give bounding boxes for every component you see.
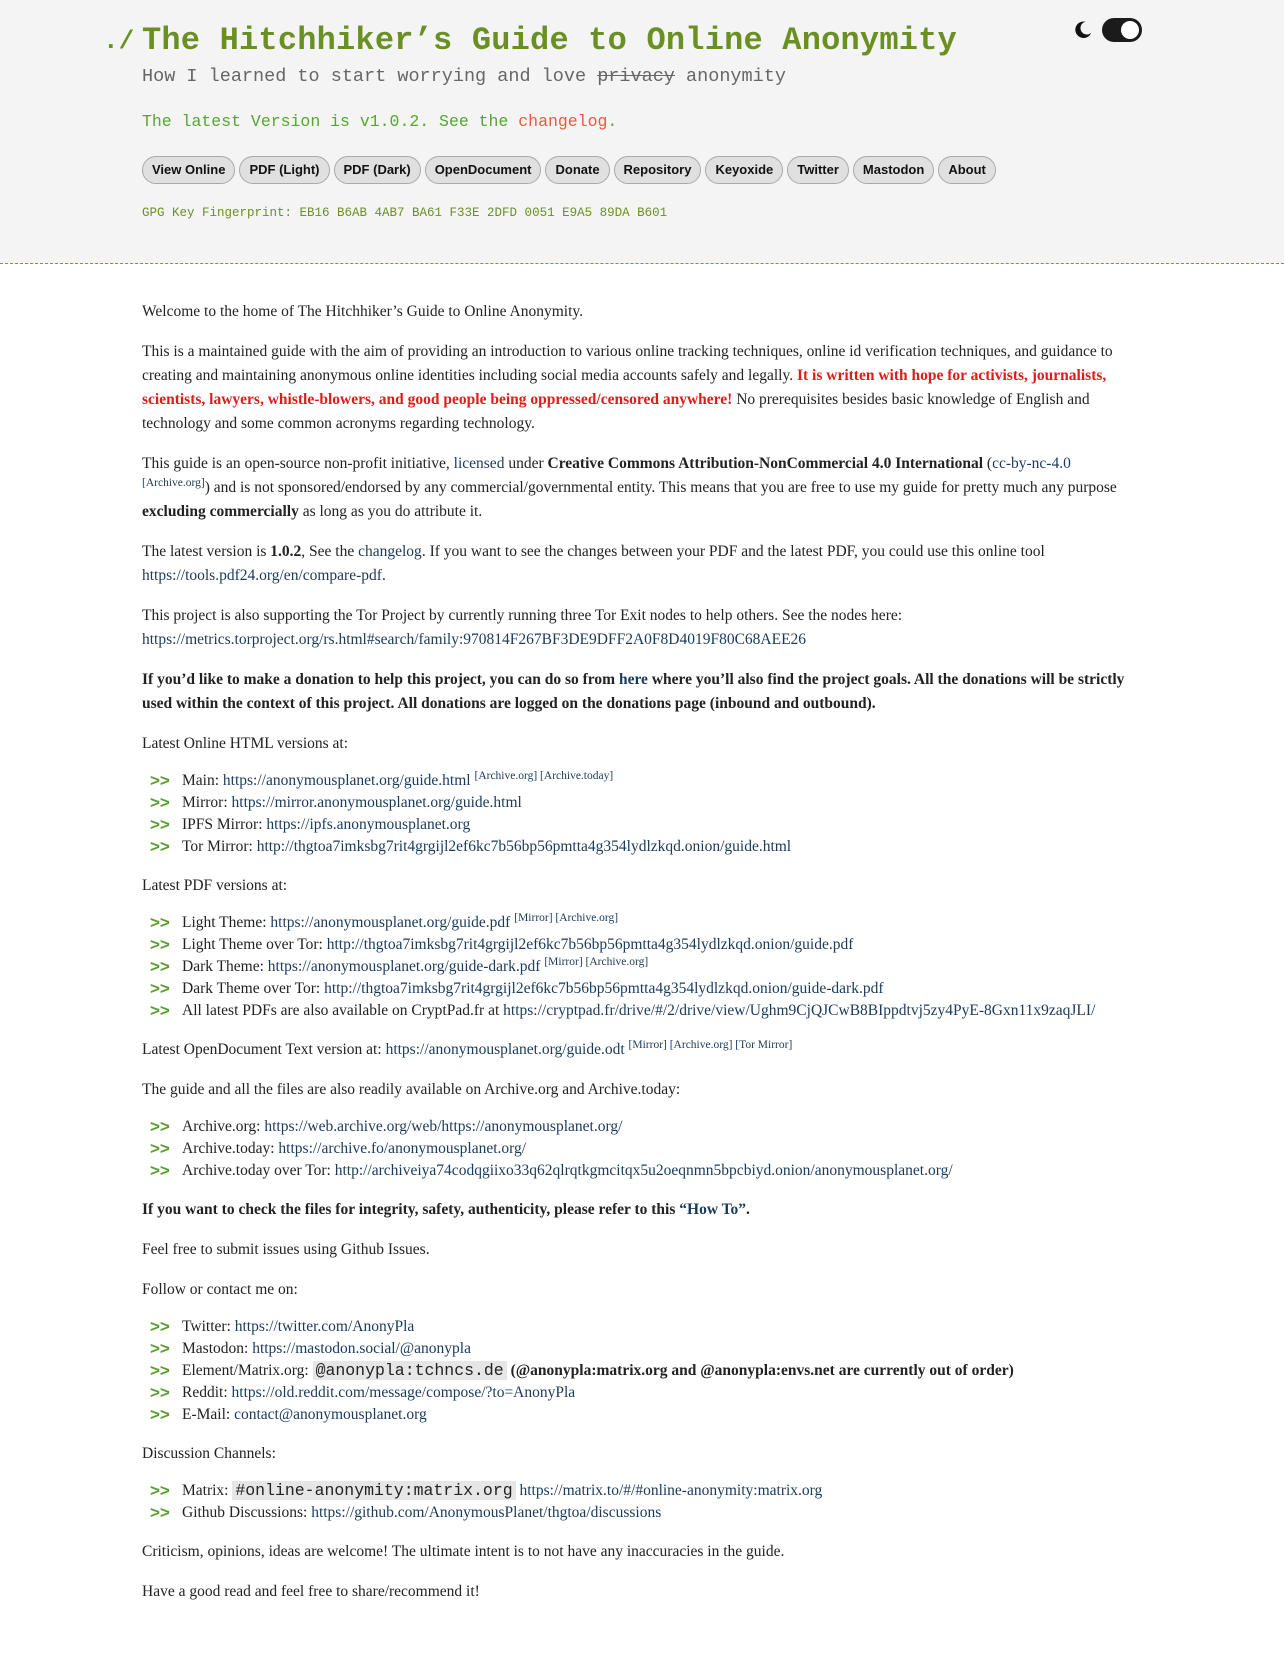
list-item: >> Mastodon: https://mastodon.social/@anonypla	[150, 1339, 471, 1358]
dark-pdf-tor-link[interactable]: http://thgtoa7imksbg7rit4grgijl2ef6kc7b56bp56pmtta4g354lydlzkqd.onion/guide-dark.pdf	[324, 980, 884, 997]
switch-knob	[1121, 21, 1139, 39]
archive-today-tor-link[interactable]: http://archiveiya74codqgiixo33q62qlrqtkgmcitqx5u2oeqnmn5bpcbiyd.onion/anonymousplanet.org/	[334, 1162, 953, 1179]
archive-links[interactable]: [Mirror] [Archive.org]	[544, 955, 649, 968]
list-item: >> Light Theme: https://anonymousplanet.org/guide.pdf [Mirror] [Archive.org]	[150, 911, 619, 932]
site-logo[interactable]: ./	[103, 26, 135, 56]
arrow-icon: >>	[150, 1339, 170, 1358]
tor-mirror-link[interactable]: http://thgtoa7imksbg7rit4grgijl2ef6kc7b56bp56pmtta4g354lydlzkqd.onion/guide.html	[256, 838, 792, 855]
site-subtitle: How I learned to start worrying and love privacy anonymity	[142, 66, 786, 87]
version-paragraph: The latest version is 1.0.2, See the changelog. If you want to see the changes between your PDF and the latest PDF, you could use this online tool https://tools.pdf24.org/en/compare-pdf.	[142, 543, 1045, 584]
list-item: >> Element/Matrix.org: @anonypla:tchncs.de (@anonypla:matrix.org and @anonypla:envs.net are currently out of order)	[150, 1361, 1014, 1380]
nav-buttons	[142, 156, 996, 184]
list-item: >> Archive.org: https://web.archive.org/web/https://anonymousplanet.org/	[150, 1117, 623, 1136]
archive-links[interactable]: [Mirror] [Archive.org] [Tor Mirror]	[628, 1038, 793, 1051]
site-header	[0, 0, 1284, 264]
light-pdf-tor-link[interactable]: http://thgtoa7imksbg7rit4grgijl2ef6kc7b56bp56pmtta4g354lydlzkqd.onion/guide.pdf	[326, 936, 854, 953]
element-handle: @anonypla:tchncs.de	[313, 1361, 507, 1380]
criticism-text: Criticism, opinions, ideas are welcome! The ultimate intent is to not have any inaccuracies in the guide.	[142, 1543, 785, 1560]
how-to-link[interactable]: “How To”	[679, 1201, 747, 1218]
donate-here-link[interactable]: here	[618, 671, 648, 688]
arrow-icon: >>	[150, 1139, 170, 1158]
archive-org-link[interactable]: https://web.archive.org/web/https://anonymousplanet.org/	[264, 1118, 623, 1135]
list-item: >> Mirror: https://mirror.anonymousplanet.org/guide.html	[150, 793, 522, 812]
list-item: >> Dark Theme: https://anonymousplanet.org/guide-dark.pdf [Mirror] [Archive.org]	[150, 955, 649, 976]
discussion-heading: Discussion Channels:	[142, 1445, 276, 1462]
arrow-icon: >>	[150, 1383, 170, 1402]
archive-links[interactable]: [Archive.org] [Archive.today]	[474, 769, 614, 782]
changelog-link[interactable]: changelog	[518, 112, 608, 131]
donation-paragraph: If you’d like to make a donation to help this project, you can do so from here where you’ll also find the project goals. All the donations will be strictly used within the context of this project. All donations are logged on the donations page (inbound and outbound).	[142, 671, 1125, 712]
arrow-icon: >>	[150, 1503, 170, 1522]
welcome-text: Welcome to the home of The Hitchhiker’s Guide to Online Anonymity.	[142, 303, 583, 320]
arrow-icon: >>	[150, 935, 170, 954]
opendocument-button[interactable]: OpenDocument	[425, 156, 542, 184]
arrow-icon: >>	[150, 1161, 170, 1180]
email-link[interactable]: contact@anonymousplanet.org	[234, 1406, 427, 1423]
list-item: >> Archive.today: https://archive.fo/anonymousplanet.org/	[150, 1139, 527, 1158]
list-item: >> Matrix: #online-anonymity:matrix.org https://matrix.to/#/#online-anonymity:matrix.org	[150, 1481, 823, 1500]
licensed-link[interactable]: licensed	[453, 455, 505, 472]
site-title[interactable]: The Hitchhiker’s Guide to Online Anonymity	[142, 22, 957, 59]
pdf-dark-button[interactable]: PDF (Dark)	[334, 156, 421, 184]
pdf-versions-list	[142, 912, 1142, 1022]
arrow-icon: >>	[150, 1117, 170, 1136]
arrow-icon: >>	[150, 913, 170, 932]
cryptpad-link[interactable]: https://cryptpad.fr/drive/#/2/drive/view/Ughm9CjQJCwB8BIppdtvj5zy4PyE-8Gxn11x9zaqJLI/	[503, 1002, 1096, 1019]
archive-heading: The guide and all the files are also readily available on Archive.org and Archive.today:	[142, 1081, 681, 1098]
archive-list	[142, 1116, 1142, 1182]
mastodon-link[interactable]: https://mastodon.social/@anonypla	[252, 1340, 471, 1357]
about-button[interactable]: About	[938, 156, 996, 184]
github-discussions-link[interactable]: https://github.com/AnonymousPlanet/thgtoa/discussions	[311, 1504, 662, 1521]
list-item: >> Archive.today over Tor: http://archiveiya74codqgiixo33q62qlrqtkgmcitqx5u2oeqnmn5bpcbiyd.onion/anonymousplanet.org/	[150, 1161, 953, 1180]
license-paragraph: This guide is an open-source non-profit initiative, licensed under Creative Commons Attribution-NonCommercial 4.0 International (cc-by-nc-4.0 [Archive.org]) and is not sponsored/endorsed by any commercial/governmental entity. This means that you are free to use my guide for pretty much any purpose excluding commercially as long as you do attribute it.	[142, 455, 1117, 520]
repository-button[interactable]: Repository	[614, 156, 702, 184]
theme-toggle[interactable]	[1072, 18, 1142, 42]
follow-heading: Follow or contact me on:	[142, 1281, 298, 1298]
donate-button[interactable]: Donate	[545, 156, 609, 184]
changelog-link-2[interactable]: changelog	[358, 543, 422, 560]
list-item: >> Tor Mirror: http://thgtoa7imksbg7rit4grgijl2ef6kc7b56bp56pmtta4g354lydlzkqd.onion/guide.html	[150, 837, 792, 856]
mastodon-button[interactable]: Mastodon	[853, 156, 934, 184]
tor-metrics-link[interactable]: https://metrics.torproject.org/rs.html#search/family:970814F267BF3DE9DFF2A0F8D4019F80C68AEE26	[142, 631, 807, 648]
list-item: >> Main: https://anonymousplanet.org/guide.html [Archive.org] [Archive.today]	[150, 769, 614, 790]
integrity-paragraph: If you want to check the files for integrity, safety, authenticity, please refer to this “How To”.	[142, 1201, 750, 1218]
list-item: >> Twitter: https://twitter.com/AnonyPla	[150, 1317, 415, 1336]
twitter-link[interactable]: https://twitter.com/AnonyPla	[234, 1318, 415, 1335]
list-item: >> All latest PDFs are also available on CryptPad.fr at https://cryptpad.fr/drive/#/2/drive/view/Ughm9CjQJCwB8BIppdtvj5zy4PyE-8Gxn11x9zaqJLI/	[150, 1001, 1096, 1020]
arrow-icon: >>	[150, 979, 170, 998]
pdf-light-button[interactable]: PDF (Light)	[239, 156, 329, 184]
gpg-fingerprint: GPG Key Fingerprint: EB16 B6AB 4AB7 BA61 F33E 2DFD 0051 E9A5 89DA B601	[142, 206, 668, 220]
mirror-guide-link[interactable]: https://mirror.anonymousplanet.org/guide.html	[231, 794, 522, 811]
matrix-room-code: #online-anonymity:matrix.org	[232, 1481, 515, 1500]
archive-today-link[interactable]: https://archive.fo/anonymousplanet.org/	[278, 1140, 527, 1157]
arrow-icon: >>	[150, 1317, 170, 1336]
ipfs-mirror-link[interactable]: https://ipfs.anonymousplanet.org	[266, 816, 471, 833]
main-content	[142, 300, 1142, 1620]
arrow-icon: >>	[150, 837, 170, 856]
main-guide-link[interactable]: https://anonymousplanet.org/guide.html	[222, 772, 471, 789]
arrow-icon: >>	[150, 957, 170, 976]
issues-text: Feel free to submit issues using Github Issues.	[142, 1241, 430, 1258]
cc-license-link[interactable]: cc-by-nc-4.0	[992, 455, 1071, 472]
arrow-icon: >>	[150, 1001, 170, 1020]
arrow-icon: >>	[150, 1481, 170, 1500]
light-pdf-link[interactable]: https://anonymousplanet.org/guide.pdf	[270, 914, 511, 931]
dark-pdf-link[interactable]: https://anonymousplanet.org/guide-dark.pdf	[267, 958, 541, 975]
contact-list	[142, 1316, 1142, 1426]
pdf-versions-heading: Latest PDF versions at:	[142, 877, 288, 894]
list-item: >> Reddit: https://old.reddit.com/message/compose/?to=AnonyPla	[150, 1383, 576, 1402]
list-item: >> Dark Theme over Tor: http://thgtoa7imksbg7rit4grgijl2ef6kc7b56bp56pmtta4g354lydlzkqd.onion/guide-dark.pdf	[150, 979, 884, 998]
odt-link[interactable]: https://anonymousplanet.org/guide.odt	[385, 1041, 625, 1058]
dark-mode-switch[interactable]	[1102, 18, 1142, 42]
odt-paragraph: Latest OpenDocument Text version at: https://anonymousplanet.org/guide.odt [Mirror] [Archive.org] [Tor Mirror]	[142, 1038, 793, 1058]
list-item: >> Light Theme over Tor: http://thgtoa7imksbg7rit4grgijl2ef6kc7b56bp56pmtta4g354lydlzkqd.onion/guide.pdf	[150, 935, 854, 954]
arrow-icon: >>	[150, 1361, 170, 1380]
moon-icon	[1072, 19, 1094, 41]
tor-paragraph: This project is also supporting the Tor Project by currently running three Tor Exit nodes to help others. See the nodes here: https://metrics.torproject.org/rs.html#search/family:970814F267BF3DE9DFF2A0F8D4019F80C68AEE26	[142, 607, 903, 648]
version-notice: The latest Version is v1.0.2. See the changelog.	[142, 112, 618, 131]
html-versions-list	[142, 770, 1142, 858]
arrow-icon: >>	[150, 815, 170, 834]
arrow-icon: >>	[150, 771, 170, 790]
intro-paragraph: This is a maintained guide with the aim of providing an introduction to various online tracking techniques, online id verification techniques, and guidance to creating and maintaining anonymous online identities including social media accounts safely and legally. It is written with hope for activists, journalists, scientists, lawyers, whistle-blowers, and good people being oppressed/censored anywhere! No prerequisites besides basic knowledge of English and technology and some common acronyms regarding technology.	[142, 343, 1113, 432]
archive-links[interactable]: [Mirror] [Archive.org]	[514, 911, 619, 924]
list-item: >> Github Discussions: https://github.com/AnonymousPlanet/thgtoa/discussions	[150, 1503, 662, 1522]
discussion-list	[142, 1480, 1142, 1524]
list-item: >> E-Mail: contact@anonymousplanet.org	[150, 1405, 427, 1424]
matrix-link[interactable]: https://matrix.to/#/#online-anonymity:matrix.org	[519, 1482, 823, 1499]
arrow-icon: >>	[150, 793, 170, 812]
keyoxide-button[interactable]: Keyoxide	[705, 156, 783, 184]
compare-pdf-link[interactable]: https://tools.pdf24.org/en/compare-pdf	[142, 567, 382, 584]
good-read-text: Have a good read and feel free to share/recommend it!	[142, 1583, 480, 1600]
arrow-icon: >>	[150, 1405, 170, 1424]
reddit-link[interactable]: https://old.reddit.com/message/compose/?to=AnonyPla	[231, 1384, 576, 1401]
twitter-button[interactable]: Twitter	[787, 156, 849, 184]
list-item: >> IPFS Mirror: https://ipfs.anonymousplanet.org	[150, 815, 471, 834]
html-versions-heading: Latest Online HTML versions at:	[142, 735, 349, 752]
view-online-button[interactable]: View Online	[142, 156, 235, 184]
cc-archive-link[interactable]: [Archive.org]	[142, 476, 205, 489]
